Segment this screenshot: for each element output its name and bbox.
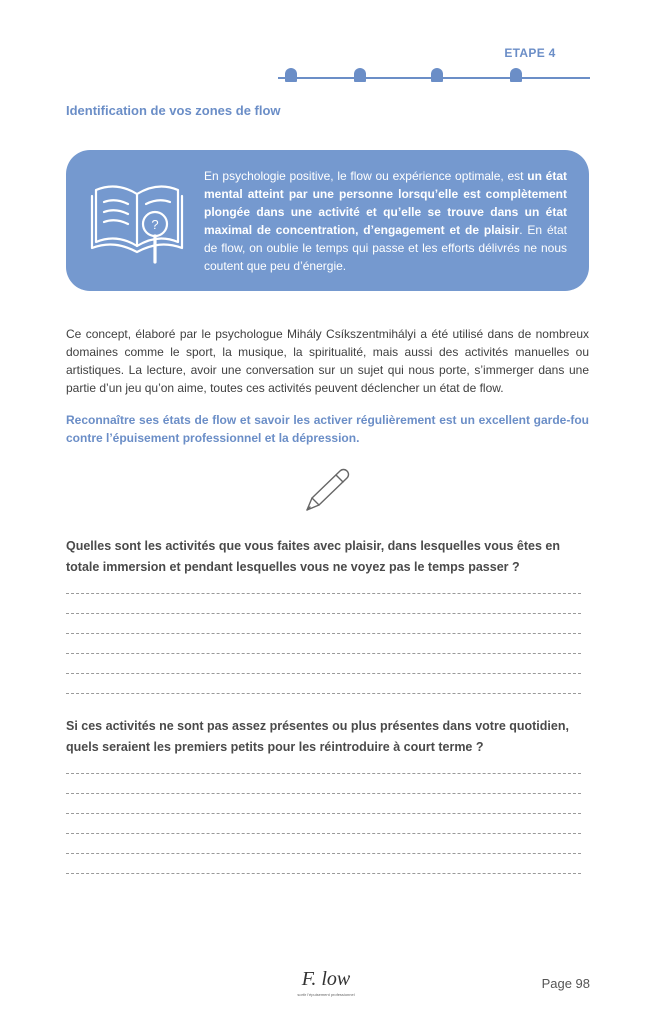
answer-lines-2[interactable]: [66, 754, 581, 874]
logo-tagline: sortir l'épuisement professionnel: [297, 992, 355, 997]
section-title: Identification de vos zones de flow: [66, 103, 281, 118]
answer-lines-1[interactable]: [66, 574, 581, 694]
answer-line[interactable]: [66, 794, 581, 814]
answer-line[interactable]: [66, 654, 581, 674]
answer-line[interactable]: [66, 814, 581, 834]
progress-node-1: [285, 68, 297, 82]
answer-line[interactable]: [66, 754, 581, 774]
answer-line[interactable]: [66, 674, 581, 694]
logo-text: F. low: [301, 968, 351, 990]
step-label: ETAPE 4: [504, 46, 556, 60]
book-magnifier-icon: [90, 178, 186, 271]
progress-node-4: [510, 68, 522, 82]
pen-icon: [300, 465, 354, 520]
answer-line[interactable]: [66, 614, 581, 634]
progress-node-2: [354, 68, 366, 82]
intro-paragraph: Ce concept, élaboré par le psychologue Mihály Csíkszentmihályi a été utilisé dans de nombreux domaines comme le sport, la musique, la spiritualité, mais aussi des activités manuelles ou artistiques. La lecture, avoir une conversation sur un sujet qui nous porte, s’immerger dans une partie d’un jeu qu’on aime, toutes ces activités peuvent déclencher un état de flow.: [66, 327, 589, 395]
definition-box: [66, 150, 589, 291]
question-1: Quelles sont les activités que vous faites avec plaisir, dans lesquelles vous êtes en totale immersion et pendant lesquelles vous ne voyez pas le temps passer ?: [66, 539, 560, 574]
answer-line[interactable]: [66, 594, 581, 614]
footer-logo: [290, 968, 362, 997]
step-progress-bar: [278, 66, 590, 90]
answer-line[interactable]: [66, 774, 581, 794]
key-message: Reconnaître ses états de flow et savoir les activer régulièrement est un excellent garde-fou contre l’épuisement professionnel et la dépression.: [66, 413, 589, 445]
definition-text: En psychologie positive, le flow ou expérience optimale, est un état mental atteint par une personne lorsqu’elle est complètement plongée dans une activité et qu’elle se trouve dans un état maximal de concentration, d’engagement et de plaisir. En état de flow, on oublie le temps qui passe et les efforts délivrés ne nous coutent que peu d’énergie.: [204, 169, 567, 273]
page-number: Page 98: [541, 976, 590, 991]
answer-line[interactable]: [66, 834, 581, 854]
answer-line[interactable]: [66, 574, 581, 594]
progress-node-3: [431, 68, 443, 82]
answer-line[interactable]: [66, 634, 581, 654]
answer-line[interactable]: [66, 854, 581, 874]
question-2: Si ces activités ne sont pas assez présentes ou plus présentes dans votre quotidien, quels seraient les premiers petits pour les réintroduire à court terme ?: [66, 719, 569, 754]
svg-text:?: ?: [151, 217, 159, 232]
